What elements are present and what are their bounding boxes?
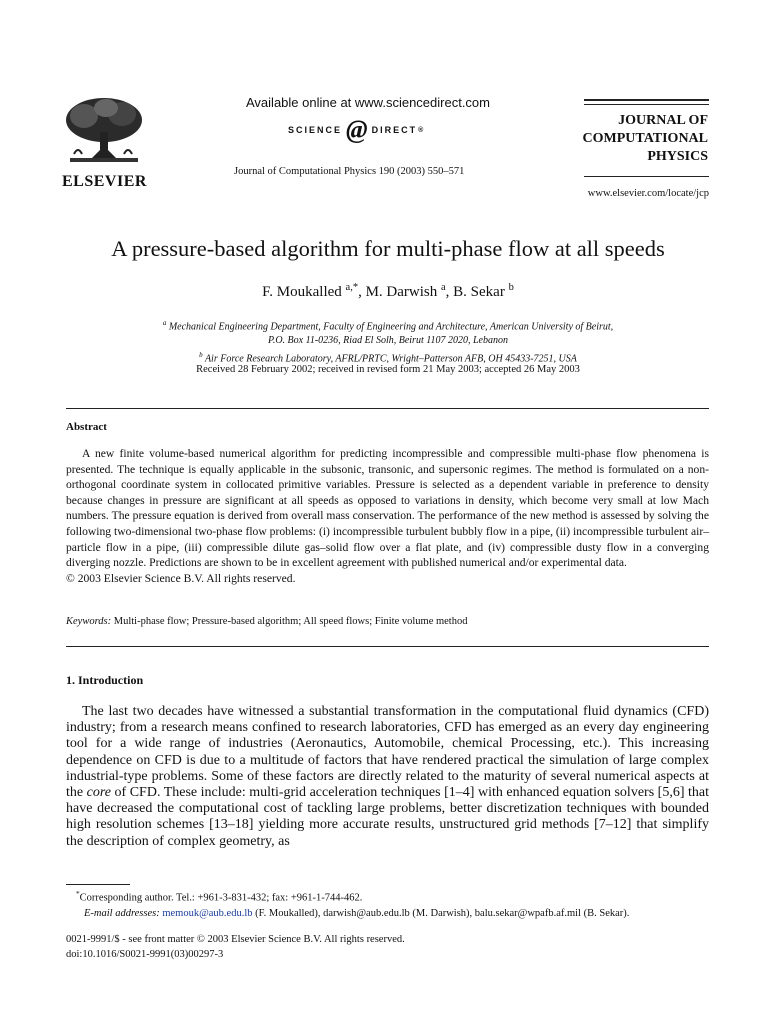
abstract-copyright: © 2003 Elsevier Science B.V. All rights reserved. (66, 571, 296, 585)
journal-header-rule-thick (584, 99, 709, 101)
sciencedirect-logo (288, 115, 424, 144)
introduction-paragraph (66, 704, 709, 850)
footnote-mark: * (76, 889, 80, 898)
abstract-bottom-rule (66, 646, 709, 647)
journal-header-rule-thin (584, 104, 709, 105)
elsevier-tree-icon (62, 96, 146, 168)
author-separator: , (358, 284, 366, 300)
abstract-top-rule (66, 408, 709, 409)
affiliation-a (0, 316, 768, 334)
publisher-name: ELSEVIER (62, 173, 147, 190)
front-matter (66, 932, 405, 962)
email-label: E-mail addresses: (84, 907, 160, 919)
affiliation-line: P.O. Box 11-0236, Riad El Solh, Beirut 1107 2020, Lebanon (268, 335, 508, 347)
doi-line: doi:10.1016/S0021-9991(03)00297-3 (66, 949, 224, 960)
intro-text-part1: The last two decades have witnessed a substantial transformation in the computational fluid dynamics (CFD) industry; from a research means confined to research laboratories, CFD has emerged as an every day engineering tool for a wide range of industries (Aeronautics, Automobile, chemical Processing, etc.). This increasing dependence on CFD is due to a multitude of factors that have rendered practical the simulation of large complex industrial-type problems. Some of these factors are directly related to the maturity of several numerical aspects at the (66, 704, 709, 801)
abstract-text: A new finite volume-based numerical algorithm for predicting incompressible and compressible multi-phase flow phenomena is presented. The technique is equally applicable in the subsonic, transonic, and supersonic regimes. The method is formulated on a non-orthogonal coordinate system in collocated primitive variables. Pressure is selected as a dependent variable in preference to density because changes in pressure are significant at all speeds as opposed to variations in density, which become very small at low Mach numbers. The pressure equation is derived from overall mass conservation. The performance of the new method is assessed by solving the following two-dimensional two-phase flow problems: (i) incompressible turbulent bubbly flow in a pipe, (ii) incompressible turbulent air–particle flow in a pipe, (iii) compressible dilute gas–solid flow over a flat plate, and (iv) compressible dusty flow in a converging diverging nozzle. Predictions are shown to be in excellent agreement with published numerical and/or experimental data. (66, 447, 709, 570)
email-rest: (F. Moukalled), darwish@aub.edu.lb (M. Darwish), balu.sekar@wpafb.af.mil (B. Sekar). (252, 907, 630, 919)
keywords-list: Multi-phase flow; Pressure-based algorithm; All speed flows; Finite volume method (113, 616, 468, 627)
sd-reg-mark: ® (418, 126, 424, 134)
sd-at-icon: @ (346, 115, 368, 144)
journal-citation: Journal of Computational Physics 190 (2003) 550–571 (234, 166, 465, 177)
intro-text-part2: of CFD. These include: multi-grid acceleration techniques [1–4] with enhanced equation solvers [5,6] that have decreased the computational cost of tackling large problems, better discretization techniques with bounded high resolution schemes [13–18] yielding more accurate results, unstructured grid methods [7–12] that simplify the description of complex geometry, as (66, 785, 710, 849)
journal-header-rule-bottom (584, 176, 709, 177)
elsevier-logo (62, 96, 147, 190)
available-online-text: Available online at www.sciencedirect.com (246, 95, 490, 110)
affiliation-line: Mechanical Engineering Department, Faculty of Engineering and Architecture, American University of Beirut, (168, 321, 614, 333)
issn-line: 0021-9991/$ - see front matter © 2003 Elsevier Science B.V. All rights reserved. (66, 934, 405, 945)
keywords-label: Keywords: (66, 616, 112, 627)
affiliation-mark: b (199, 351, 203, 360)
intro-emphasis-core: core (86, 785, 111, 801)
author-name: F. Moukalled (262, 284, 342, 300)
author-name: B. Sekar (453, 284, 505, 300)
journal-name-line2: COMPUTATIONAL (582, 131, 708, 146)
authors-line (0, 282, 768, 301)
section-heading-introduction: 1. Introduction (66, 673, 144, 687)
author-affil-mark: a,* (345, 282, 359, 293)
sd-left-text: SCIENCE (288, 125, 343, 135)
footnote (66, 886, 716, 921)
abstract-heading: Abstract (66, 421, 107, 433)
sd-right-text: DIRECT (371, 125, 418, 135)
author-affil-mark: b (508, 282, 514, 293)
journal-name-line1: JOURNAL OF (618, 113, 708, 128)
affiliation-mark: a (162, 319, 167, 327)
received-dates: Received 28 February 2002; received in revised form 21 May 2003; accepted 26 May 2003 (196, 364, 580, 375)
author-separator: , (445, 284, 454, 300)
keywords (66, 616, 467, 627)
affiliation-line: Air Force Research Laboratory, AFRL/PRTC, Wright–Patterson AFB, OH 45433-7251, USA (204, 353, 577, 365)
author-affil-mark: a (441, 282, 446, 293)
corresponding-author-text: Corresponding author. Tel.: +961-3-831-432; fax: +961-1-744-462. (79, 892, 363, 904)
email-addresses (66, 906, 716, 921)
journal-name (560, 112, 708, 166)
email-link[interactable]: memouk@aub.edu.lb (162, 907, 253, 919)
abstract-body (66, 446, 709, 586)
journal-name-line3: PHYSICS (647, 149, 708, 164)
article-title: A pressure-based algorithm for multi-phase flow at all speeds (111, 236, 665, 261)
author-name: M. Darwish (365, 284, 438, 300)
footnote-rule (66, 884, 130, 885)
corresponding-author-note (66, 886, 716, 906)
journal-url[interactable]: www.elsevier.com/locate/jcp (587, 188, 709, 199)
affiliations (0, 316, 768, 367)
